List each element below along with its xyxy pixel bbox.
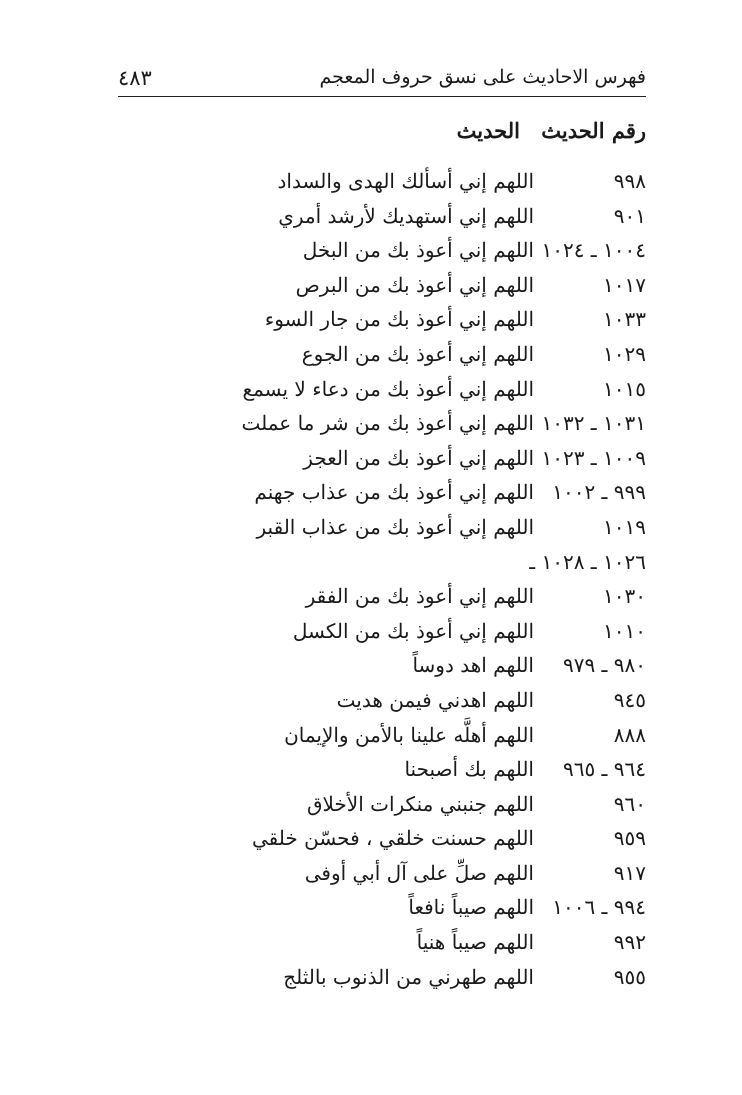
index-entry [0, 788, 742, 823]
entry-text: اللهم إني أستهديك لأرشد أمري [278, 203, 534, 228]
index-entry [0, 546, 742, 581]
entry-text: اللهم طهرني من الذنوب بالثلج [283, 964, 534, 989]
entry-number: ٩٤٥ [613, 687, 646, 712]
entry-number: ٩١٧ [613, 860, 646, 885]
entry-text: اللهم إني أعوذ بك من الفقر [305, 584, 534, 609]
entry-text: اللهم صلِّ على آل أبي أوفى [304, 860, 534, 885]
entry-text: اللهم إني أعوذ بك من الجوع [301, 341, 534, 366]
entry-text: اللهم إني أسألك الهدى والسداد [277, 169, 534, 193]
page-number: ٤٨٣ [118, 66, 152, 90]
entry-number: ١٠١٠ [603, 618, 646, 643]
index-entry [0, 615, 742, 650]
entry-number: ٩٥٩ [613, 826, 646, 851]
entry-text: اللهم إني أعوذ بك من عذاب جهنم [254, 480, 534, 505]
entry-number: ٩٦٤ ـ ٩٦٥ [562, 757, 646, 782]
index-entry [0, 476, 742, 511]
column-heading-hadith: الحديث [456, 118, 520, 143]
entry-text: اللهم إني أعوذ بك من العجز [303, 445, 534, 470]
index-entry [0, 269, 742, 304]
index-entry [0, 407, 742, 442]
index-entry [0, 926, 742, 961]
entry-text: اللهم إني أعوذ بك من شر ما عملت [241, 411, 534, 436]
entry-text: اللهم إني أعوذ بك من البخل [302, 238, 534, 263]
running-title: فهرس الاحاديث على نسق حروف المعجم [319, 66, 646, 88]
entry-text: اللهم صيباً هنياً [416, 930, 534, 955]
header-rule [118, 96, 646, 97]
index-entry [0, 165, 742, 200]
index-entry [0, 373, 742, 408]
entry-text: اللهم إني أعوذ بك من الكسل [292, 618, 534, 643]
running-header [118, 62, 646, 98]
entry-number: ٩٠١ [613, 203, 646, 228]
entry-number: ٩٦٠ [613, 791, 646, 816]
entry-number: ٨٨٨ [613, 722, 646, 747]
index-entry [0, 891, 742, 926]
entry-number: ٩٩٢ [613, 930, 646, 955]
entry-number: ١٠٢٦ ـ ١٠٢٨ ـ [529, 549, 646, 574]
index-entry [0, 857, 742, 892]
entry-number: ١٠٣٠ [603, 584, 646, 609]
index-entry [0, 753, 742, 788]
entry-number: ٩٩٤ ـ ١٠٠٦ [552, 895, 646, 920]
entry-number: ١٠٣١ ـ ١٠٣٢ [541, 411, 646, 436]
entry-text: اللهم جنبني منكرات الأخلاق [306, 791, 534, 816]
entry-number: ١٠٠٩ ـ ١٠٢٣ [541, 445, 646, 470]
index-entry [0, 303, 742, 338]
entry-text: اللهم إني أعوذ بك من البرص [295, 272, 534, 297]
columns-header [443, 118, 646, 143]
entry-text: اللهم حسنت خلقي ، فحسّن خلقي [251, 826, 534, 851]
column-heading-number: رقم الحديث [541, 118, 646, 143]
entry-number: ٩٨٠ ـ ٩٧٩ [562, 653, 646, 678]
entry-text: اللهم إني أعوذ بك من جار السوء [264, 307, 534, 332]
entry-number: ١٠٣٣ [603, 307, 646, 332]
entry-text: اللهم اهدني فيمن هديت [336, 687, 534, 712]
entry-text: اللهم إني أعوذ بك من عذاب القبر [256, 514, 534, 539]
entry-number: ١٠٢٩ [603, 341, 646, 366]
index-entry [0, 234, 742, 269]
entry-text: اللهم صيباً نافعاً [408, 895, 534, 920]
index-entry [0, 442, 742, 477]
entry-number: ٩٩٩ ـ ١٠٠٢ [552, 480, 646, 505]
index-entry [0, 961, 742, 996]
hadith-index-list [0, 165, 742, 995]
index-entry [0, 822, 742, 857]
entry-text: اللهم اهد دوساً [412, 653, 534, 678]
entry-text: اللهم بك أصبحنا [404, 757, 534, 782]
entry-number: ١٠٠٤ ـ ١٠٢٤ [541, 238, 646, 263]
entry-number: ٩٥٥ [613, 964, 646, 989]
index-entry [0, 684, 742, 719]
entry-number: ٩٩٨ [613, 169, 646, 193]
entry-number: ١٠١٥ [603, 376, 646, 401]
index-entry [0, 511, 742, 546]
entry-text: اللهم إني أعوذ بك من دعاء لا يسمع [242, 376, 534, 401]
index-entry [0, 580, 742, 615]
index-entry [0, 200, 742, 235]
index-entry [0, 338, 742, 373]
entry-number: ١٠١٩ [603, 514, 646, 539]
entry-number: ١٠١٧ [603, 272, 646, 297]
entry-text: اللهم أهلَّه علينا بالأمن والإيمان [284, 722, 534, 747]
index-entry [0, 649, 742, 684]
index-entry [0, 719, 742, 754]
